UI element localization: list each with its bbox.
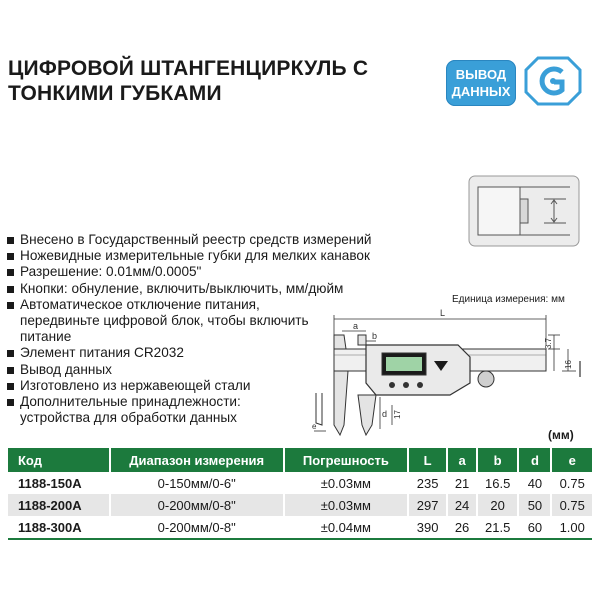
- cell-L: 297: [408, 494, 447, 516]
- table-row: [8, 516, 592, 539]
- cell-range: 0-150мм/0-6": [110, 472, 284, 494]
- caliper-drawing: [310, 305, 594, 440]
- feature-item: Внесено в Государственный реестр средств измерений: [6, 232, 446, 248]
- cell-a: 26: [447, 516, 477, 539]
- header-range: Диапазон измерения: [110, 448, 284, 472]
- cell-d: 60: [518, 516, 551, 539]
- dim-a-label: a: [353, 321, 359, 331]
- dim-L-label: L: [440, 308, 446, 318]
- header-e: e: [551, 448, 592, 472]
- cell-code: 1188-300A: [8, 516, 110, 539]
- units-label: (мм): [548, 428, 574, 442]
- table-row: [8, 494, 592, 516]
- cell-b: 16.5: [477, 472, 519, 494]
- cell-accuracy: ±0.03мм: [284, 472, 408, 494]
- feature-item: Ножевидные измерительные губки для мелких канавок: [6, 248, 446, 264]
- dim-d-label: d: [382, 409, 388, 419]
- cell-a: 21: [447, 472, 477, 494]
- feature-item: Дополнительные принадлежности: устройства для обработки данных: [6, 394, 310, 426]
- table-row: [8, 472, 592, 494]
- feature-item: Разрешение: 0.01мм/0.0005": [6, 264, 446, 280]
- dim-16-label: 16: [564, 360, 573, 369]
- cell-b: 21.5: [477, 516, 519, 539]
- cell-b: 20: [477, 494, 519, 516]
- cell-code: 1188-200A: [8, 494, 110, 516]
- cell-accuracy: ±0.04мм: [284, 516, 408, 539]
- header-b: b: [477, 448, 519, 472]
- header-accuracy: Погрешность: [284, 448, 408, 472]
- jaw-detail-diagram: [468, 175, 580, 247]
- cell-range: 0-200мм/0-8": [110, 494, 284, 516]
- spec-table: [8, 448, 592, 540]
- cell-L: 390: [408, 516, 447, 539]
- dim-e-label: e: [312, 422, 317, 431]
- table-header-row: [8, 448, 592, 472]
- dim-3-7-label: 3.7: [544, 337, 553, 349]
- dim-17-label: 17: [393, 410, 402, 419]
- cell-e: 0.75: [551, 472, 592, 494]
- page-title: ЦИФРОВОЙ ШТАНГЕНЦИРКУЛЬ С ТОНКИМИ ГУБКАМИ: [8, 57, 369, 105]
- cell-L: 235: [408, 472, 447, 494]
- header-d: d: [518, 448, 551, 472]
- badge-line-2: ДАННЫХ: [451, 84, 511, 99]
- feature-item: Изготовлено из нержавеющей стали: [6, 378, 446, 394]
- feature-item: Автоматическое отключение питания, передвиньте цифровой блок, чтобы включить питание: [6, 297, 320, 346]
- cell-d: 40: [518, 472, 551, 494]
- cell-d: 50: [518, 494, 551, 516]
- cell-accuracy: ±0.03мм: [284, 494, 408, 516]
- certification-icon: [524, 56, 582, 106]
- feature-item: Кнопки: обнуление, включить/выключить, мм/дюйм: [6, 281, 446, 297]
- cell-e: 0.75: [551, 494, 592, 516]
- header-L: L: [408, 448, 447, 472]
- header-a: a: [447, 448, 477, 472]
- header-code: Код: [8, 448, 110, 472]
- feature-item: Вывод данных: [6, 362, 446, 378]
- dim-b-label: b: [372, 331, 378, 341]
- units-note: Единица измерения: мм: [452, 294, 565, 305]
- feature-item: Элемент питания CR2032: [6, 345, 446, 361]
- badge-line-1: ВЫВОД: [455, 67, 507, 82]
- cell-range: 0-200мм/0-8": [110, 516, 284, 539]
- cell-e: 1.00: [551, 516, 592, 539]
- data-output-badge: [446, 60, 516, 106]
- cell-a: 24: [447, 494, 477, 516]
- cell-code: 1188-150A: [8, 472, 110, 494]
